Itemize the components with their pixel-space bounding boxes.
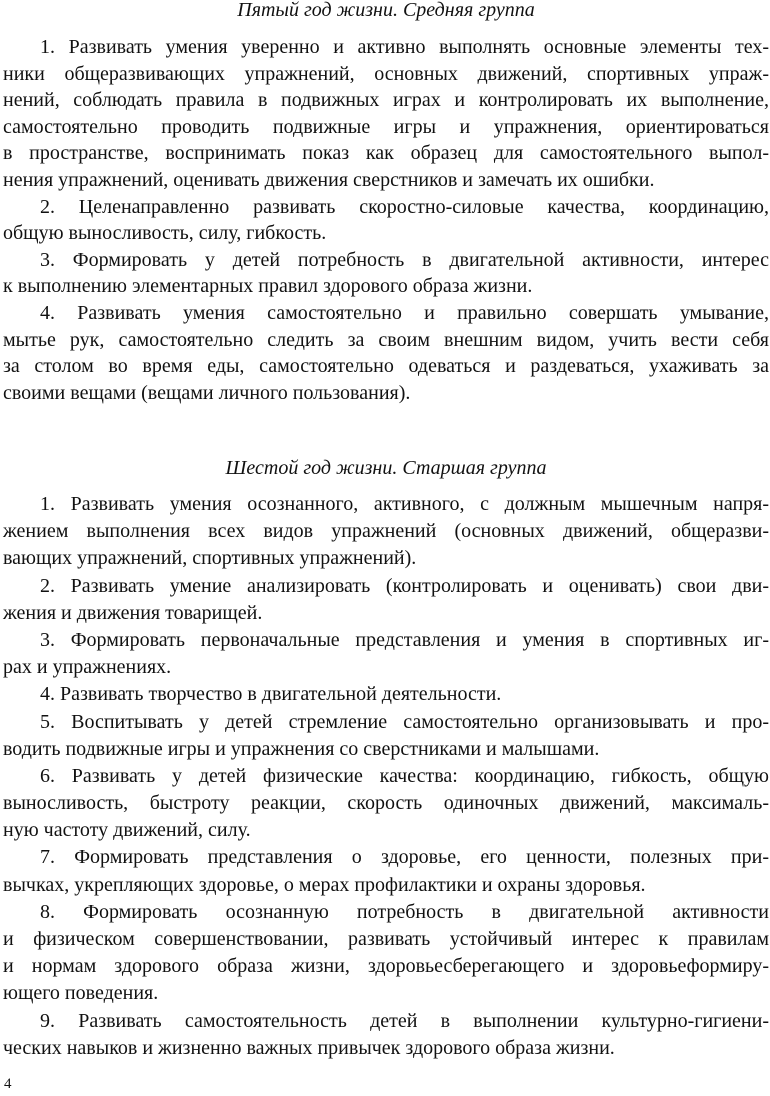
text-line: общую выносливость, силу, гибкость. xyxy=(3,222,327,245)
text-line: 1. Развивать умения осознанного, активного, с должным мышечным напря- xyxy=(40,493,769,515)
text-line: жением выполнения всех видов упражнений (основных движений, общеразви- xyxy=(3,520,769,543)
text-line: вычках, укрепляющих здоровье, о мерах профилактики и охраны здоровья. xyxy=(3,873,646,896)
paragraph xyxy=(3,300,769,406)
text-line: 4. Развивать умения самостоятельно и правильно совершать умывание, xyxy=(40,301,769,324)
text-line: 4. Развивать творчество в двигательной деятельности. xyxy=(40,683,502,706)
section-title: Пятый год жизни. Средняя группа xyxy=(237,0,535,21)
text-line: своими вещами (вещами личного пользования). xyxy=(3,381,411,404)
paragraph xyxy=(3,34,769,194)
text-line: в пространстве, воспринимать показ как образец для самостоятельного выпол- xyxy=(3,142,769,165)
text-line: ческих навыков и жизненно важных привычек здорового образа жизни. xyxy=(3,1036,615,1059)
text-line: 8. Формировать осознанную потребность в двигательной активности xyxy=(40,900,769,923)
paragraph-list xyxy=(3,34,769,406)
text-line: 2. Развивать умение анализировать (контролировать и оценивать) свои дви- xyxy=(40,574,769,597)
text-line: нений, соблюдать правила в подвижных играх и контролировать их выполнение, xyxy=(3,89,769,112)
text-line: вающих упражнений, спортивных упражнений). xyxy=(3,547,417,570)
text-line: 1. Развивать умения уверенно и активно выполнять основные элементы тех- xyxy=(40,36,769,58)
text-line: и нормам здорового образа жизни, здоровьесберегающего и здоровьеформиру- xyxy=(3,955,769,978)
text-line: рах и упражнениях. xyxy=(3,656,172,679)
text-line: самостоятельно проводить подвижные игры и упражнения, ориентироваться xyxy=(3,115,769,138)
text-line: нения упражнений, оценивать движения сверстников и замечать их ошибки. xyxy=(3,168,655,191)
paragraph xyxy=(3,1008,769,1062)
text-line: и физическом совершенствовании, развивать устойчивый интерес к правилам xyxy=(3,928,769,950)
text-line: 5. Воспитывать у детей стремление самостоятельно организовывать и про- xyxy=(40,710,769,733)
paragraph xyxy=(3,194,769,247)
text-line: к выполнению элементарных правил здорового образа жизни. xyxy=(3,275,533,298)
paragraph xyxy=(3,681,769,708)
paragraph xyxy=(3,573,769,627)
text-line: 9. Развивать самостоятельность детей в выполнении культурно-гигиени- xyxy=(40,1009,769,1032)
text-line: ющего поведения. xyxy=(3,982,159,1005)
text-line: ники общеразвивающих упражнений, основных движений, спортивных упраж- xyxy=(3,62,769,85)
paragraph xyxy=(3,763,769,845)
text-line: 6. Развивать у детей физические качества: координацию, гибкость, общую xyxy=(40,764,769,787)
paragraph xyxy=(3,247,769,300)
text-line: 3. Формировать у детей потребность в двигательной активности, интерес xyxy=(40,248,769,271)
paragraph xyxy=(3,709,769,763)
paragraph xyxy=(3,899,769,1008)
text-line: выносливость, быстроту реакции, скорость одиночных движений, максималь- xyxy=(3,792,769,815)
text-line: 3. Формировать первоначальные представления и умения в спортивных иг- xyxy=(40,628,769,651)
page-number: 4 xyxy=(4,1076,12,1092)
paragraph xyxy=(3,844,769,898)
text-line: за столом во время еды, самостоятельно одеваться и раздеваться, ухаживать за xyxy=(3,355,769,378)
paragraph xyxy=(3,627,769,681)
text-line: 2. Целенаправленно развивать скоростно-силовые качества, координацию, xyxy=(40,195,769,218)
text-line: 7. Формировать представления о здоровье, его ценности, полезных при- xyxy=(40,846,769,869)
section-senior-group xyxy=(3,455,769,1062)
paragraph xyxy=(3,491,769,573)
text-line: мытье рук, самостоятельно следить за своим внешним видом, учить вести себя xyxy=(3,328,769,351)
paragraph-list xyxy=(3,491,769,1062)
text-line: жения и движения товарищей. xyxy=(3,601,263,624)
section-middle-group xyxy=(3,0,769,406)
section-title: Шестой год жизни. Старшая группа xyxy=(225,457,547,479)
text-line: водить подвижные игры и упражнения со сверстниками и малышами. xyxy=(3,737,600,760)
text-line: ную частоту движений, силу. xyxy=(3,819,251,842)
